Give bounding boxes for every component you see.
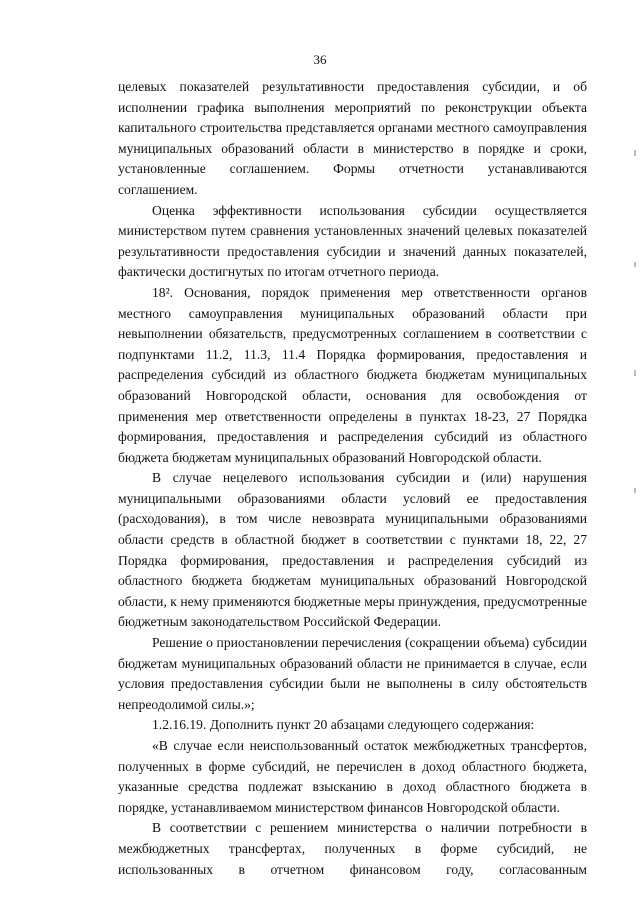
paragraph-ministry-decision: В соответствии с решением министерства о наличии потребности в межбюджетных трансфертах, полученных в форме субсидий, не использованных в отчетном финансовом году, согласованным [118,820,587,877]
scan-edge-mark [634,150,636,156]
scan-edge-mark [634,488,636,493]
paragraph-unused-balance: «В случае если неиспользованный остаток межбюджетных трансфертов, полученных в форме субсидий, не перечислен в доход областного бюджета, указанные средства подлежат взысканию в доход областного бюджета в порядке, устанавливаемом министерством финансов Новгородской области. [118,738,587,815]
page-number: 36 [313,52,327,67]
paragraph-efficiency-evaluation: Оценка эффективности использования субсидии осуществляется министерством путем сравнения установленных значений целевых показателей результативности предоставления субсидии и значений данных показателей, фактически достигнутых по итогам отчетного периода. [118,202,587,280]
paragraph-suspension-decision: Решение о приостановлении перечисления (сокращении объема) субсидии бюджетам муниципальных образований области не принимается в случае, если условия предоставления субсидии были не выполнены в силу обстоятельств непреодолимой силы.»; [118,635,587,712]
scan-edge-mark [634,370,636,376]
paragraph-reporting-forms: целевых показателей результативности предоставления субсидии, и об исполнении графика выполнения мероприятий по реконструкции объекта капитального строительства представляется органами местного самоуправления муниципальных образований области в министерство в порядке и сроки, установленные соглашением. Формы отчетности устанавливаются соглашением. [118,79,587,197]
document-body [118,77,587,880]
scan-edge-mark [634,262,636,267]
paragraph-misuse-of-subsidy: В случае нецелевого использования субсидии и (или) нарушения муниципальными образованиями области условий ее предоставления (расходования), в том числе невозврата муниципальными образованиями области средств в областной бюджет в соответствии с пунктами 18, 22, 27 Порядка формирования, предоставления и распределения субсидий из областного бюджета бюджетам муниципальных образований Новгородской области, к нему применяются бюджетные меры принуждения, предусмотренные бюджетным законодательством Российской Федерации. [118,470,587,630]
paragraph-responsibility-measures: 18². Основания, порядок применения мер ответственности органов местного самоуправления муниципальных образований области при невыполнении обязательств, предусмотренных соглашением в соответствии с подпунктами 11.2, 11.3, 11.4 Порядка формирования, предоставления и распределения субсидий из областного бюджета бюджетам муниципальных образований Новгородской области, основания для освобождения от применения мер ответственности определены в пунктах 18-23, 27 Порядка формирования, предоставления и распределения субсидий из областного бюджета бюджетам муниципальных образований Новгородской области. [118,284,587,465]
paragraph-amendment-item: 1.2.16.19. Дополнить пункт 20 абзацами следующего содержания: [152,717,535,733]
